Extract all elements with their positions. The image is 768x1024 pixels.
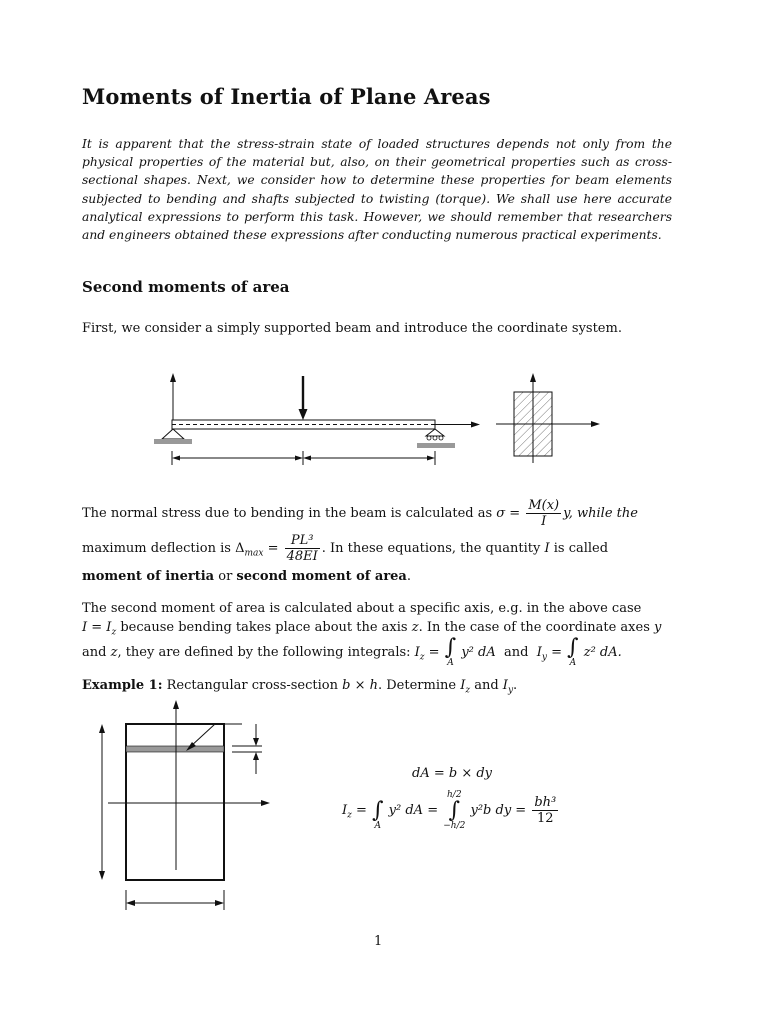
stress-equation-line: The normal stress due to bending in the beam is calculated as σ = $\frac{M(x)}{I}$ y, while the (82, 498, 638, 529)
section-heading: Second moments of area (82, 278, 290, 296)
integral-iz: ∫ A (444, 635, 457, 668)
load-arrowhead (299, 409, 308, 420)
paragraph-third-line-2: $I = I_z$ because bending takes place about the axis z. In the case of the coordinate axes y (82, 620, 662, 638)
rectangle-diagram (90, 698, 280, 916)
equation-iz: $I_z$ = ∫ A y² dA = h/2 ∫ −h/2 y²b dy = $\frac{\text{bh³}}{12}$ (342, 790, 557, 831)
stress-fraction: $\frac{M(x)}{I}$ (528, 498, 560, 529)
strip-dA (126, 746, 224, 752)
paragraph-third-line-3: and z, they are defined by the following integrals: $I_z$ = ∫ A y² dA and $I_y$ = ∫ A z² dA. (82, 635, 622, 668)
result-fraction: $\frac{\text{bh³}}{12}$ (534, 795, 557, 826)
page-title: Moments of Inertia of Plane Areas (82, 84, 491, 109)
integral-definite: h/2 ∫ −h/2 (443, 790, 466, 831)
roller (439, 436, 443, 440)
equation-da: dA = b × dy (412, 766, 493, 781)
roller-support (426, 429, 444, 436)
pin-support (162, 429, 184, 439)
beam-y-axis-arrowhead (170, 373, 176, 382)
beam-x-axis-arrowhead (471, 422, 480, 428)
definition-line: moment of inertia or second moment of area. (82, 569, 411, 584)
pin-support-ground (154, 439, 192, 444)
roller (427, 436, 431, 440)
deflection-equation-line: maximum deflection is $\Delta_{max}$ = $\frac{\text{PL³}}{48EI}$ . In these equations, the quantity I is called (82, 533, 609, 564)
paragraph-first: First, we consider a simply supported beam and introduce the coordinate system. (82, 321, 622, 336)
deflection-fraction: $\frac{\text{PL³}}{48EI}$ (286, 533, 318, 564)
integral-iy: ∫ A (567, 635, 579, 668)
beam (172, 420, 435, 429)
page-number: 1 (374, 934, 383, 949)
intro-paragraph: It is apparent that the stress-strain state of loaded structures depends not only from the physical properties of the material but, also, on their geometrical properties such as cross-sectional shapes. Next, we consider how to determine these properties for beam elements subjected to bending and shafts subjected to twisting (torque). We shall use here accurate analytical expressions to perform this task. However, we should remember that researchers and engineers obtained these expressions after conducting numerous practical experiments. (82, 137, 672, 243)
example-line: Example 1: Rectangular cross-section b × h. Determine $I_z$ and $I_y$. (82, 678, 518, 696)
cross-section-diagram (496, 368, 606, 468)
integral-area: ∫ A (372, 798, 384, 831)
roller-support-ground (417, 443, 455, 448)
paragraph-third-line-1: The second moment of area is calculated about a specific axis, e.g. in the above case (82, 601, 642, 616)
roller (433, 436, 437, 440)
